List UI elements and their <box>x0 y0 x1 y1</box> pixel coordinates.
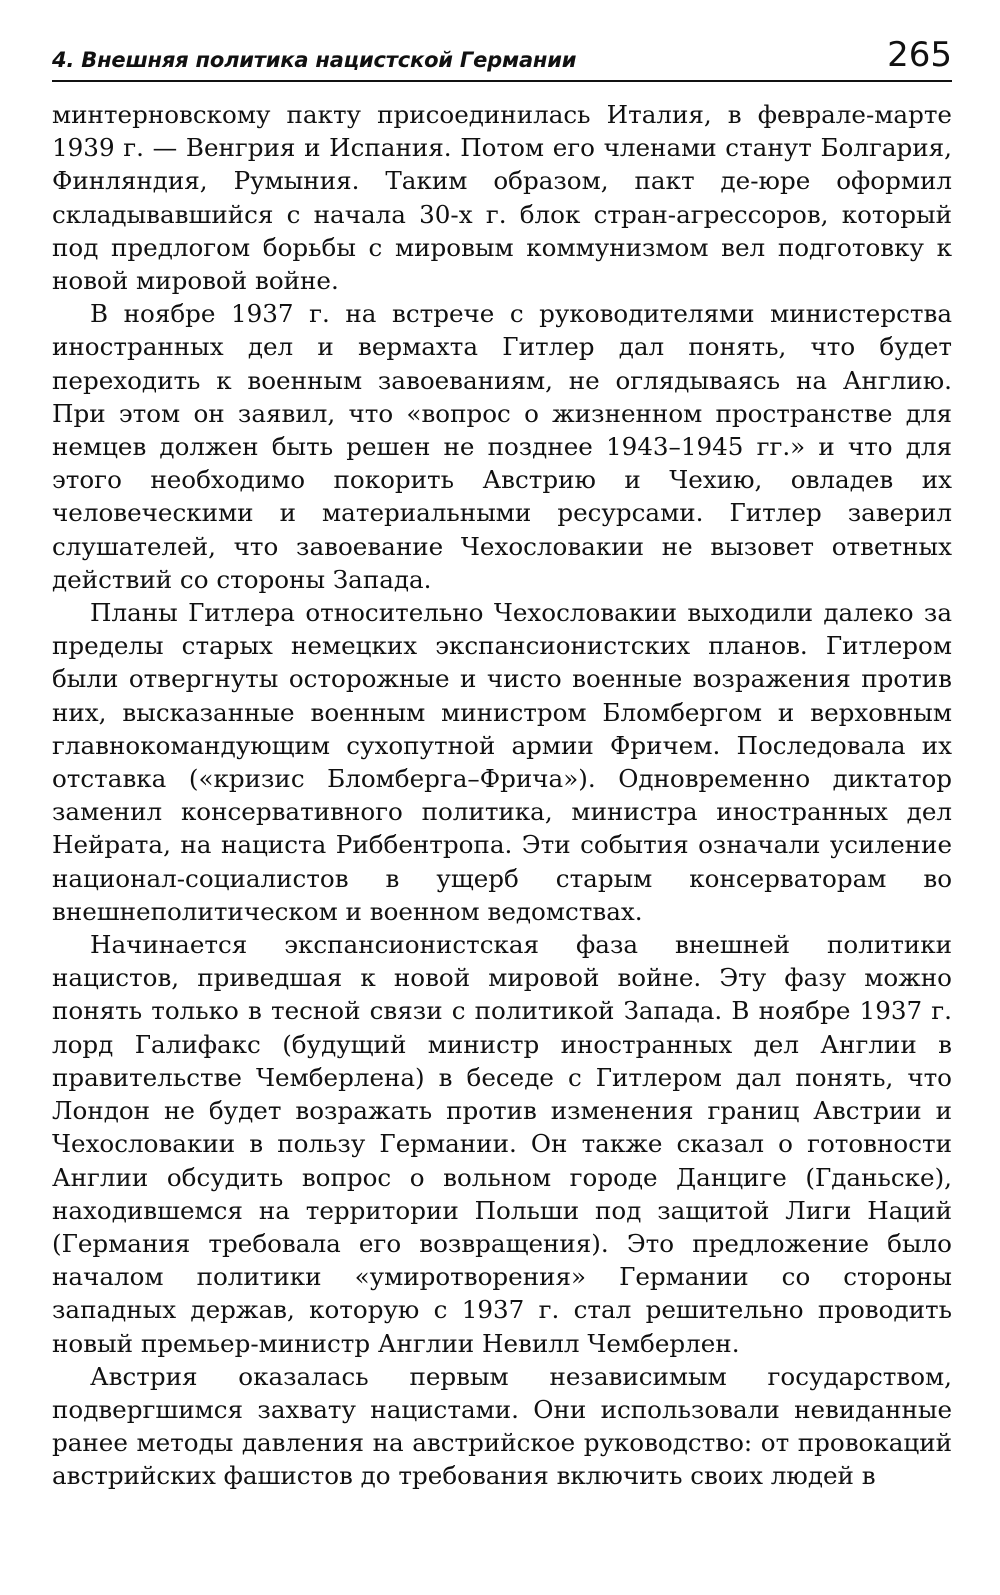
paragraph-5: Австрия оказалась первым независимым государством, подвергшимся захвату нацистами. Они использовали невиданные ранее методы давления на австрийское руководство: от провокаций австрийских фашистов до требования включить своих людей в <box>52 1361 952 1491</box>
page-number: 265 <box>887 35 952 75</box>
paragraph-2: В ноябре 1937 г. на встрече с руководителями министерства иностранных дел и вермахта Гитлер дал понять, что будет переходить к военным завоеваниям, не оглядываясь на Англию. При этом он заявил, что «вопрос о жизненном пространстве для немцев должен быть решен не позднее 1943–1945 гг.» и что для этого необходимо покорить Австрию и Чехию, овладев их человеческими и материальными ресурсами. Гитлер заверил слушателей, что завоевание Чехословакии не вызовет ответных действий со стороны Запада. <box>52 299 952 594</box>
book-page <box>52 35 952 1493</box>
body-text <box>52 98 952 1493</box>
paragraph-4: Начинается экспансионистская фаза внешней политики нацистов, приведшая к новой мировой войне. Эту фазу можно понять только в тесной связи с политикой Запада. В ноябре 1937 г. лорд Галифакс (будущий министр иностранных дел Англии в правительстве Чемберлена) в беседе с Гитлером дал понять, что Лондон не будет возражать против изменения границ Австрии и Чехословакии в пользу Германии. Он также сказал о готовности Англии обсудить вопрос о вольном городе Данциге (Гданьске), находившемся на территории Польши под защитой Лиги Наций (Германия требовала его возвращения). Это предложение было началом политики «умиротворения» Германии со стороны западных держав, которую с 1937 г. стал решительно проводить новый премьер-министр Англии Невилл Чемберлен. <box>52 930 952 1358</box>
paragraph-3: Планы Гитлера относительно Чехословакии выходили далеко за пределы старых немецких экспансионистских планов. Гитлером были отвергнуты осторожные и чисто военные возражения против них, высказанные военным министром Бломбергом и верховным главнокомандующим сухопутной армии Фричем. Последовала их отставка («кризис Бломберга–Фрича»). Одновременно диктатор заменил консервативного политика, министра иностранных дел Нейрата, на нациста Риббентропа. Эти события означали усиление национал-социалистов в ущерб старым консерваторам во внешнеполитическом и военном ведомствах. <box>52 598 952 926</box>
running-title: 4. Внешняя политика нацистской Германии <box>52 48 577 72</box>
paragraph-1: минтерновскому пакту присоединилась Италия, в феврале-марте 1939 г. — Венгрия и Испания. Потом его членами станут Болгария, Финляндия, Румыния. Таким образом, пакт де-юре оформил складывавшийся с начала 30-х г. блок стран-агрессоров, который под предлогом борьбы с мировым коммунизмом вел подготовку к новой мировой войне. <box>52 100 952 296</box>
running-header <box>52 35 952 82</box>
